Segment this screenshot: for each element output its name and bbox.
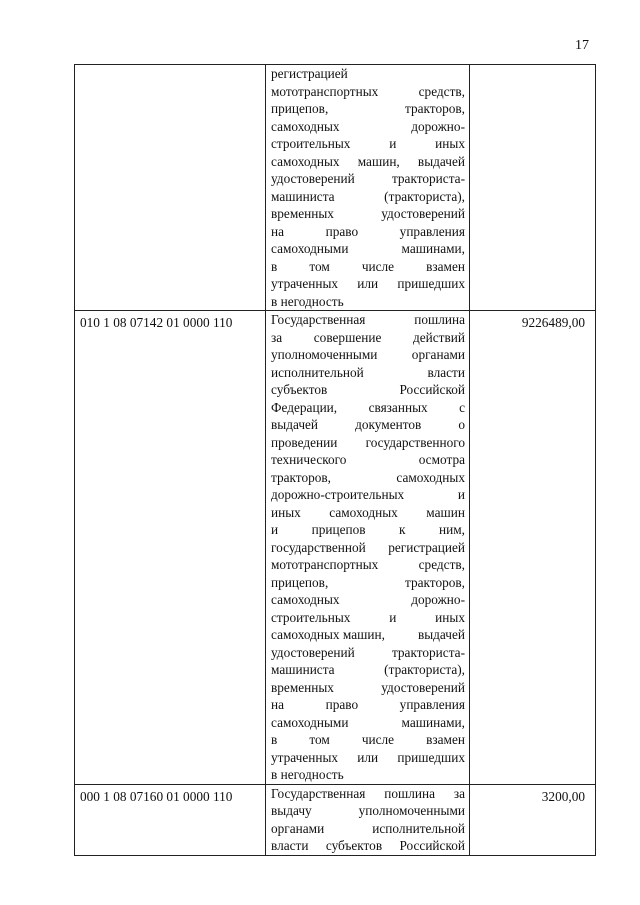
description-word: с (459, 399, 465, 415)
description-line (271, 661, 465, 679)
description-word: и (457, 487, 465, 502)
description-word: о (458, 417, 465, 432)
description-word: выдачей (417, 153, 465, 169)
description-word: взамен (426, 258, 465, 274)
description-word: временных (271, 679, 334, 695)
description-line (271, 381, 465, 399)
description-word: мототранспортных (271, 557, 379, 572)
description-word: проведении (271, 434, 338, 450)
description-line (271, 556, 465, 574)
description-line (271, 329, 465, 347)
description-word: (тракториста), (384, 662, 465, 677)
description-line (271, 311, 465, 329)
description-line (271, 258, 465, 276)
description-word: машиниста (271, 662, 335, 677)
description-word: право (325, 697, 359, 712)
description-word: прицепов (311, 522, 366, 537)
description-word: связанных (368, 399, 428, 415)
description-word: выдачей (417, 627, 465, 642)
description-word: пошлина (414, 312, 465, 327)
description-line (271, 521, 465, 539)
description-word: выдачу (271, 803, 312, 818)
description-word: пришедших (397, 749, 465, 765)
amount-cell (470, 65, 596, 311)
description-word: машинами, (401, 714, 465, 730)
table-row (75, 311, 596, 785)
description-line (271, 486, 465, 504)
description-word: за (453, 785, 465, 801)
description-word: тракториста- (391, 171, 465, 186)
description-word: на (271, 697, 285, 712)
description-line (271, 766, 465, 784)
description-word: строительных (271, 136, 351, 151)
description-word: мототранспортных (271, 83, 379, 99)
description-word: машин (426, 504, 465, 520)
description-word: машин, (357, 153, 400, 169)
description-word: право (325, 223, 359, 239)
description-line (271, 100, 465, 118)
description-line (271, 188, 465, 206)
description-word: том (309, 732, 330, 747)
description-cell (266, 65, 470, 311)
description-word: выдачей (271, 417, 319, 432)
amount-cell: 9226489,00 (470, 311, 596, 785)
description-line (271, 434, 465, 452)
description-word: управления (399, 223, 465, 239)
description-word: государственной (271, 539, 366, 555)
description-word: самоходных (271, 153, 340, 169)
description-line (271, 696, 465, 714)
description-line (271, 364, 465, 382)
description-line (271, 626, 465, 644)
description-word: удостоверений (381, 206, 465, 221)
table-row (75, 65, 596, 311)
description-word: на (271, 223, 285, 239)
description-cell (266, 311, 470, 785)
description-word: в (271, 732, 278, 747)
description-word: средств, (418, 83, 465, 99)
description-word: Государственная (271, 312, 366, 327)
amount-cell: 3200,00 (470, 784, 596, 855)
description-word: регистрацией (388, 539, 465, 555)
description-word: взамен (426, 732, 465, 747)
description-line (271, 714, 465, 732)
description-word: утраченных (271, 276, 339, 291)
description-word: прицепов, (271, 101, 329, 116)
description-word: власти (271, 838, 309, 853)
description-word: удостоверений (381, 679, 465, 695)
description-word: субъектов (271, 382, 328, 397)
description-word: иных (271, 504, 301, 520)
description-line (271, 451, 465, 469)
description-word: или (357, 276, 379, 291)
description-word: в негодность (271, 293, 344, 309)
description-word: Российской (399, 838, 465, 853)
description-word: дорожно- (411, 592, 465, 607)
description-word: или (357, 749, 379, 765)
description-word: Федерации, (271, 399, 338, 415)
description-word: (тракториста), (384, 188, 465, 204)
description-word: уполномоченными (271, 347, 378, 362)
description-word: органами (271, 820, 325, 836)
description-word: самоходных (396, 469, 465, 485)
description-line (271, 574, 465, 592)
description-word: дорожно- (411, 118, 465, 134)
description-line (271, 416, 465, 434)
description-word: числе (361, 732, 395, 747)
description-word: удостоверений (271, 171, 355, 186)
description-word: документов (355, 417, 422, 432)
description-word: том (309, 258, 330, 274)
description-line (271, 346, 465, 364)
description-word: в негодность (271, 767, 344, 782)
description-word: машинами, (401, 241, 465, 256)
description-line (271, 135, 465, 153)
table-row (75, 784, 596, 855)
description-word: утраченных (271, 749, 339, 765)
description-word: прицепов, (271, 574, 329, 590)
description-word: строительных (271, 609, 351, 625)
description-line (271, 275, 465, 293)
description-word: тракториста- (391, 644, 465, 660)
description-word: и (389, 609, 397, 625)
description-line (271, 644, 465, 662)
description-line (271, 731, 465, 749)
description-word: самоходными (271, 714, 349, 730)
description-word: иных (435, 609, 465, 625)
budget-code-cell (75, 65, 266, 311)
description-word: Российской (399, 382, 465, 397)
description-word: пошлина (384, 785, 436, 801)
description-word: удостоверений (271, 644, 355, 660)
description-line (271, 837, 465, 855)
description-word: самоходными (271, 241, 349, 256)
description-word: средств, (418, 557, 465, 572)
description-line (271, 240, 465, 258)
description-word: и (271, 522, 279, 537)
budget-code-cell: 000 1 08 07160 01 0000 110 (75, 784, 266, 855)
description-word: регистрацией (271, 66, 348, 81)
description-word: тракторов, (271, 469, 331, 485)
description-word: государственного (365, 434, 465, 450)
description-word: исполнительной (271, 364, 364, 380)
description-line (271, 293, 465, 311)
description-line (271, 170, 465, 188)
description-word: числе (361, 258, 395, 274)
description-word: уполномоченными (358, 803, 465, 818)
description-word: власти (427, 364, 465, 380)
description-word: Государственная (271, 785, 366, 801)
description-line (271, 820, 465, 838)
description-line (271, 65, 465, 83)
description-line (271, 83, 465, 101)
description-word: управления (399, 697, 465, 712)
revenue-table (74, 64, 596, 856)
description-word: исполнительной (372, 820, 465, 836)
description-word: ним, (439, 522, 465, 537)
description-word: иных (435, 136, 465, 151)
description-line (271, 205, 465, 223)
description-word: к (399, 522, 406, 537)
description-word: машиниста (271, 188, 335, 204)
budget-code-cell: 010 1 08 07142 01 0000 110 (75, 311, 266, 785)
description-word: за (271, 329, 283, 345)
description-cell (266, 784, 470, 855)
page-number: 17 (575, 38, 589, 53)
description-line (271, 679, 465, 697)
description-word: тракторов, (405, 101, 465, 116)
description-line (271, 539, 465, 557)
description-word: технического (271, 452, 347, 467)
description-word: совершение (313, 329, 382, 345)
description-word: временных (271, 206, 334, 221)
description-line (271, 399, 465, 417)
description-word: органами (411, 347, 465, 362)
description-line (271, 749, 465, 767)
description-word: действий (412, 329, 465, 345)
description-line (271, 153, 465, 171)
description-word: самоходных (271, 592, 340, 607)
description-line (271, 802, 465, 820)
description-line (271, 504, 465, 522)
description-word: субъектов (325, 838, 383, 853)
description-word: и (389, 136, 397, 151)
description-line (271, 118, 465, 136)
description-word: пришедших (397, 276, 465, 291)
description-word: самоходных машин, (271, 627, 385, 642)
description-line (271, 223, 465, 241)
description-word: самоходных (329, 504, 398, 520)
description-line (271, 609, 465, 627)
description-word: в (271, 258, 278, 274)
description-word: самоходных (271, 118, 340, 134)
description-line (271, 785, 465, 803)
description-word: осмотра (418, 452, 465, 467)
description-line (271, 591, 465, 609)
description-word: тракторов, (405, 574, 465, 590)
description-word: дорожно-строительных (271, 487, 405, 502)
description-line (271, 469, 465, 487)
